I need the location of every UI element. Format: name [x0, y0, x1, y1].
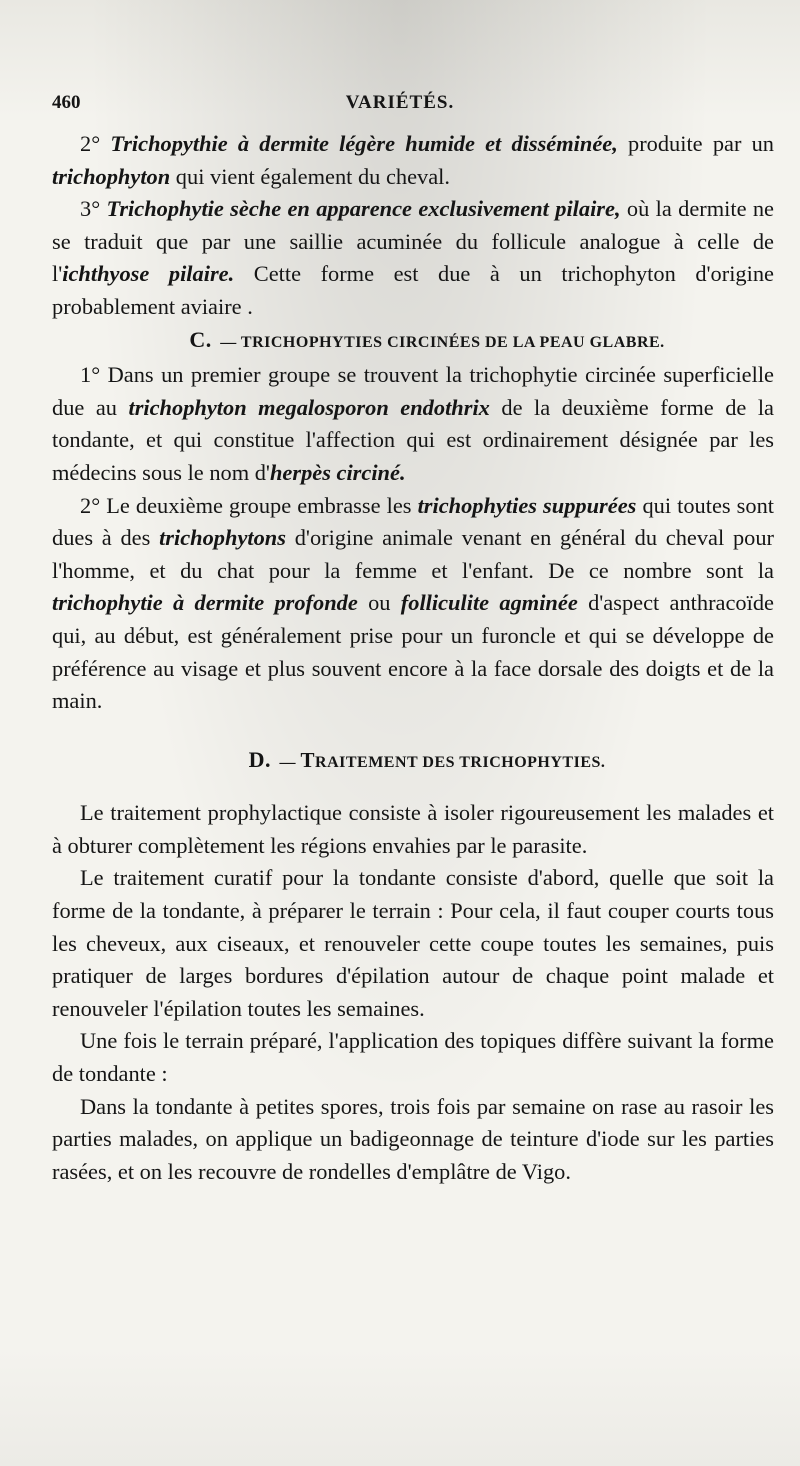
paragraph-trichophytie-seche	[52, 193, 774, 323]
paragraph-text: Dans un premier groupe se trouvent la trichophytie circinée superficielle due au	[52, 362, 774, 420]
paragraph-trichophytie-humide	[52, 128, 774, 193]
italic-term: trichophyties suppurées	[417, 492, 637, 518]
italic-term: ichthyose pilaire.	[62, 261, 235, 287]
paragraph-application-topiques: Une fois le terrain préparé, l'application des topiques diffère suivant la forme de tondante :	[52, 1028, 774, 1087]
body-text	[52, 128, 774, 1188]
paragraph-deuxieme-groupe	[52, 490, 774, 718]
italic-term: trichophytons	[159, 525, 286, 551]
section-heading-d	[52, 744, 774, 780]
page-number: 460	[52, 92, 81, 113]
italic-term: trichophytie à dermite profonde	[52, 590, 358, 616]
paragraph-text: d'origine animale venant en général du cheval pour l'homme, et du chat pour la femme et l'enfant. De ce nombre sont la	[52, 525, 774, 583]
section-dash: —	[220, 333, 237, 351]
paragraph-petites-spores: Dans la tondante à petites spores, trois fois par semaine on rase au rasoir les parties malades, on applique un badigeonnage de teinture d'iode sur les parties rasées, et on les recouvre de rondelles d'emplâtre de Vigo.	[52, 1093, 774, 1184]
section-title-capital: T	[300, 747, 316, 772]
item-number: 2°	[80, 131, 101, 156]
section-title: TRICHOPHYTIES CIRCINÉES DE LA PEAU GLABRE.	[240, 333, 665, 351]
section-letter: C.	[189, 326, 212, 352]
section-heading-c	[52, 324, 774, 360]
paragraph-text: Le deuxième groupe embrasse les	[100, 492, 418, 518]
item-number: 3°	[80, 196, 101, 222]
paragraph-text: qui vient également du cheval.	[170, 163, 450, 189]
paragraph-text: produite par un	[617, 131, 774, 156]
italic-term: trichophyton	[52, 163, 171, 189]
paragraph-traitement-curatif: Le traitement curatif pour la tondante consiste d'abord, quelle que soit la forme de la tondante, à préparer le terrain : Pour cela, il faut couper courts tous les cheveux, aux ciseaux, et renouveler cette coupe toutes les semaines, puis pratiquer de larges bordures d'épilation autour de chaque point malade et renouveler l'épilation toutes les semaines.	[52, 865, 774, 1021]
paragraph-text: de la deuxième forme de la tondante, et qui constitue l'affection qui est ordinairement désignée par les médecins sous le nom d'	[52, 394, 774, 485]
paragraph-text: d'aspect anthracoïde qui, au début, est généralement prise pour un furoncle et qui se développe de préférence au visage et plus souvent encore à la face dorsale des doigts et de la main.	[52, 590, 774, 714]
running-head: VARIÉTÉS.	[345, 92, 455, 113]
page-header	[52, 92, 748, 122]
item-number: 1°	[80, 362, 101, 388]
item-number: 2°	[80, 492, 101, 518]
paragraph-text: ou	[357, 590, 401, 616]
italic-term: folliculite agminée	[400, 590, 578, 616]
section-title: RAITEMENT DES TRICHOPHYTIES.	[315, 753, 606, 771]
italic-term: Trichopythie à dermite légère humide et disséminée,	[110, 131, 618, 156]
italic-term: trichophyton megalosporon endothrix	[128, 394, 490, 420]
section-letter: D.	[248, 746, 271, 772]
paragraph-text: où la dermite ne se traduit que par une saillie acuminée du follicule analogue à celle de l'	[52, 196, 774, 287]
paragraph-premier-groupe	[52, 359, 774, 489]
section-dash: —	[279, 753, 296, 771]
paragraph-text: qui toutes sont dues à des	[52, 492, 774, 551]
italic-term: herpès circiné.	[269, 459, 406, 485]
paragraph-text: Cette forme est due à un trichophyton d'origine probablement aviaire .	[52, 261, 774, 319]
paragraph-traitement-prophylactique: Le traitement prophylactique consiste à isoler rigoureusement les malades et à obturer complètement les régions envahies par le parasite.	[52, 800, 774, 858]
italic-term: Trichophytie sèche en apparence exclusivement pilaire,	[106, 196, 621, 222]
